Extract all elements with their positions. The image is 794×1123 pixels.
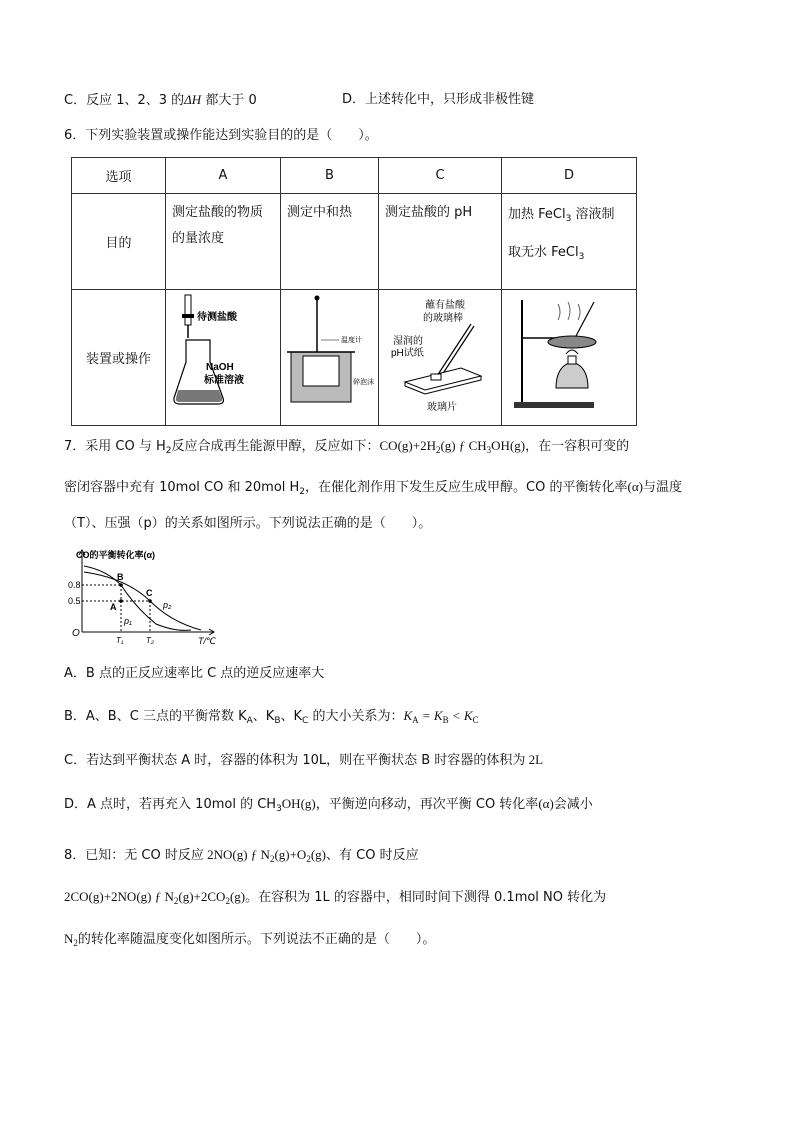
q6-apparatus-a xyxy=(166,290,281,426)
svg-text:pH试纸: pH试纸 xyxy=(391,348,424,359)
calorimeter-illustration xyxy=(281,290,378,421)
q6-apparatus-d xyxy=(502,290,637,426)
svg-text:温度计: 温度计 xyxy=(341,337,362,344)
q6-table xyxy=(71,157,637,426)
svg-text:O: O xyxy=(72,628,80,639)
svg-text:C: C xyxy=(146,588,153,598)
q6-header-d: D xyxy=(502,158,637,194)
titration-illustration xyxy=(166,290,280,421)
svg-text:T₂: T₂ xyxy=(146,636,154,645)
svg-text:0.8: 0.8 xyxy=(68,580,81,590)
q6-header-b: B xyxy=(281,158,379,194)
q6-header-a: A xyxy=(166,158,281,194)
svg-text:的玻璃棒: 的玻璃棒 xyxy=(423,313,463,324)
q6-purpose-c: 测定盐酸的 pH xyxy=(379,194,502,290)
q6-row-apparatus-label: 装置或操作 xyxy=(72,290,166,426)
svg-text:T/℃: T/℃ xyxy=(198,636,217,646)
q8-stem-line1: 8．已知：无 CO 时反应 2NO(g) ƒ $N_2(g)+O_2(g)$、有 CO 时反应 xyxy=(64,847,419,864)
q5-option-c: C．反应 1、2、3 的ΔH 都大于 0 xyxy=(64,92,257,108)
q7-option-a: A．B 点的正反应速率比 C 点的逆反应速率大 xyxy=(64,666,325,681)
q7-stem-line3: （T）、压强（p）的关系如图所示。下列说法正确的是（ ）。 xyxy=(64,516,432,531)
svg-text:CO的平衡转化率(α): CO的平衡转化率(α) xyxy=(76,550,156,560)
svg-text:待测盐酸: 待测盐酸 xyxy=(197,312,237,323)
q7-stem-line1: 7．采用 CO 与 $H_2$反应合成再生能源甲醇，反应如下：$CO(g)+2H_2(g)$ ƒ $CH_3OH(g)$，在一容积可变的 xyxy=(64,438,630,456)
ph-test-illustration xyxy=(379,290,501,421)
svg-text:碎泡沫: 碎泡沫 xyxy=(353,379,374,386)
svg-text:p₂: p₂ xyxy=(163,600,172,610)
q7-option-c: C．若达到平衡状态 A 时，容器的体积为 10L，则在平衡状态 B 时容器的体积为 2L xyxy=(64,752,544,768)
q8-stem-line2: 2CO(g)+2NO(g) ƒ $N_2(g)+2CO_2(g)$。在容积为 1L 的容器中，相同时间下测得 0.1mol NO 转化为 xyxy=(64,889,607,906)
evaporation-illustration xyxy=(502,290,636,421)
svg-text:标准溶液: 标准溶液 xyxy=(204,375,244,386)
q7-stem-line2: 密闭容器中充有 10mol CO 和 20mol $H_2$，在催化剂作用下发生反应生成甲醇。CO 的平衡转化率(α)与温度 xyxy=(64,479,682,497)
q6-row-purpose-label: 目的 xyxy=(72,194,166,290)
q6-purpose-b: 测定中和热 xyxy=(281,194,379,290)
svg-text:p₁: p₁ xyxy=(124,616,132,626)
q6-header-c: C xyxy=(379,158,502,194)
q6-apparatus-c xyxy=(379,290,502,426)
svg-text:0.5: 0.5 xyxy=(68,596,81,606)
q7-option-d: D．A 点时，若再充入 10mol 的 $CH_3OH(g)$，平衡逆向移动，再次平衡 CO 转化率(α)会减小 xyxy=(64,796,593,814)
svg-text:湿润的: 湿润的 xyxy=(393,336,423,347)
svg-text:玻璃片: 玻璃片 xyxy=(427,402,457,413)
q6-purpose-a: 测定盐酸的物质的量浓度 xyxy=(166,194,281,290)
svg-text:T₁: T₁ xyxy=(116,636,124,645)
q5-option-d: D．上述转化中，只形成非极性键 xyxy=(342,92,535,107)
svg-text:A: A xyxy=(110,602,117,612)
q7-option-b: B．A、B、C 三点的平衡常数 $K_A$、$K_B$、$K_C$ 的大小关系为：$K_A = K_B < K_C$ xyxy=(64,708,479,726)
q6-apparatus-b xyxy=(281,290,379,426)
q8-stem-line3: $N_2$的转化率随温度变化如图所示。下列说法不正确的是（ ）。 xyxy=(64,931,436,948)
q6-purpose-d: 加热 FeCl$_3$ 溶液制 取无水 FeCl$_3$ xyxy=(502,194,637,290)
q6-header-option: 选项 xyxy=(72,158,166,194)
svg-text:NaOH: NaOH xyxy=(206,362,234,373)
svg-text:蘸有盐酸: 蘸有盐酸 xyxy=(425,300,465,311)
svg-text:B: B xyxy=(117,572,124,582)
q6-stem: 6．下列实验装置或操作能达到实验目的的是（ ）。 xyxy=(64,128,378,143)
q7-conversion-chart xyxy=(66,546,226,648)
